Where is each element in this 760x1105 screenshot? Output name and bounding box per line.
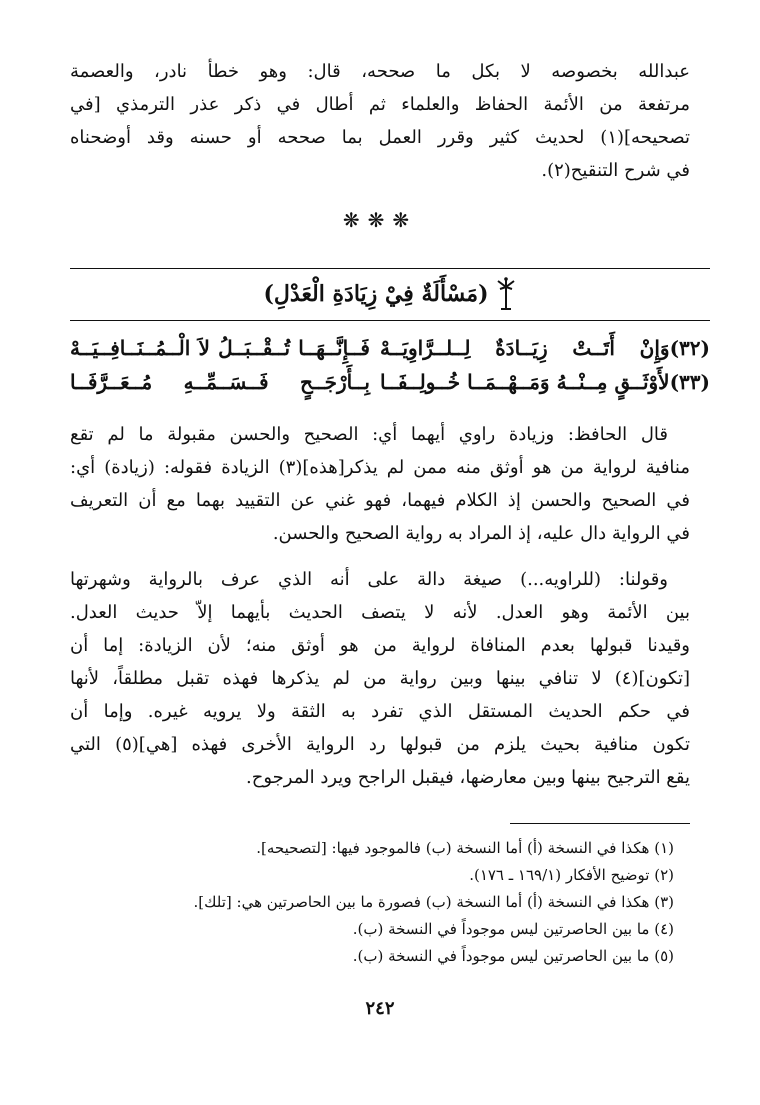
paragraph-1-line: في الرواية دال عليه، إذ المراد به رواية الصحيح والحسن.	[272, 523, 690, 544]
separator-stars: ❋❋❋	[342, 208, 418, 232]
intro-line: مرتفعة من الأئمة الحفاظ والعلماء ثم أطال في ذكر عذر الترمذي [في	[70, 94, 690, 115]
palm-ornament-icon	[495, 277, 517, 311]
footnote-3: (٣) هكذا في النسخة (أ) أما النسخة (ب) فصورة ما بين الحاصرتين هي: [تلك].	[193, 893, 674, 911]
footnote-5: (٥) ما بين الحاصرتين ليس موجوداً في النسخة (ب).	[352, 947, 674, 965]
footnote-rule	[510, 823, 690, 824]
verse-32-first-hemistich: (٣٢)وَإِنْ أَتَــتْ زِيَــادَةٌ لِــلــرَّاوِيَــهْ	[380, 336, 710, 360]
footnote-1: (١) هكذا في النسخة (أ) أما النسخة (ب) فالموجود فيها: [لتصحيحه].	[256, 839, 674, 857]
verse-33-first-hemistich: (٣٣)لأَوْثَــقٍ مِــنْــهُ وَمَــهْــمَــا خُــولِــفَــا	[380, 370, 710, 394]
footnote-2: (٢) توضيح الأفكار (١٦٩/١ ـ ١٧٦).	[469, 866, 674, 884]
paragraph-2-line: [تكون](٤) لا تنافي بينها وبين رواية من لم يذكرها فهذه تقبل مطلقاً، لأنها	[70, 668, 690, 689]
heading-bottom-rule	[70, 320, 710, 321]
paragraph-1-line: قال الحافظ: وزيادة راوي أيهما أي: الصحيح والحسن مقبولة ما لم تقع	[70, 424, 668, 445]
paragraph-1-line: في الصحيح والحسن إذ الكلام فيهما، فهو غني عن التقييد بهما مع أن التعريف	[70, 490, 690, 511]
section-heading-text: (مَسْأَلَةٌ فِيْ زِيَادَةِ الْعَدْلِ)	[263, 281, 489, 307]
intro-line: في شرح التنقيح(٢).	[541, 160, 690, 181]
heading-top-rule	[70, 268, 710, 269]
paragraph-2-line: وقولنا: (للراويه...) صيغة دالة على أنه الذي عرف بالرواية وشهرتها	[70, 569, 668, 590]
intro-line: تصحيحه](١) لحديث كثير وقرر العمل بما صححه أو حسنه وقد أوضحناه	[70, 127, 690, 148]
paragraph-2-line: تكون منافية بحيث يلزم من قبولها رد الرواية الأخرى فهذه [هي](٥) التي	[70, 734, 691, 755]
page-number: ٢٤٢	[365, 998, 395, 1019]
paragraph-2-line: يقع الترجيح بينها وبين معارضها، فيقبل الراجح ويرد المرجوح.	[246, 767, 690, 788]
footnote-4: (٤) ما بين الحاصرتين ليس موجوداً في النسخة (ب).	[352, 920, 674, 938]
section-heading	[70, 272, 710, 316]
intro-line: عبدالله بخصوصه لا بكل ما صححه، قال: وهو خطأ نادر، والعصمة	[70, 61, 690, 82]
paragraph-1-line: منافية لرواية من هو أوثق منه ممن لم يذكر[هذه](٣) الزيادة فقوله: (زيادة) أي:	[70, 457, 690, 478]
verse-32-second-hemistich: فَــإِنَّــهَــا تُــقْــبَــلُ لاَ الْــمُــنَــافِــيَــهْ	[70, 336, 370, 360]
paragraph-2-line: بين الأئمة وهو العدل. لأنه لا يتصف الحديث بأيهما إلاّ حديث العدل.	[70, 602, 691, 623]
paragraph-2-line: في حكم الحديث المستقل الذي تفرد به الثقة ولا يرويه غيره. وإما أن	[70, 701, 690, 722]
verse-33-second-hemistich: بِــأَرْجَــحٍ فَــسَــمِّــهِ مُــعَــرَّفَــا	[70, 370, 370, 394]
paragraph-2-line: وقيدنا قبولها بعدم المنافاة لرواية من هو أوثق منه؛ لأن الزيادة: إما أن	[70, 635, 690, 656]
